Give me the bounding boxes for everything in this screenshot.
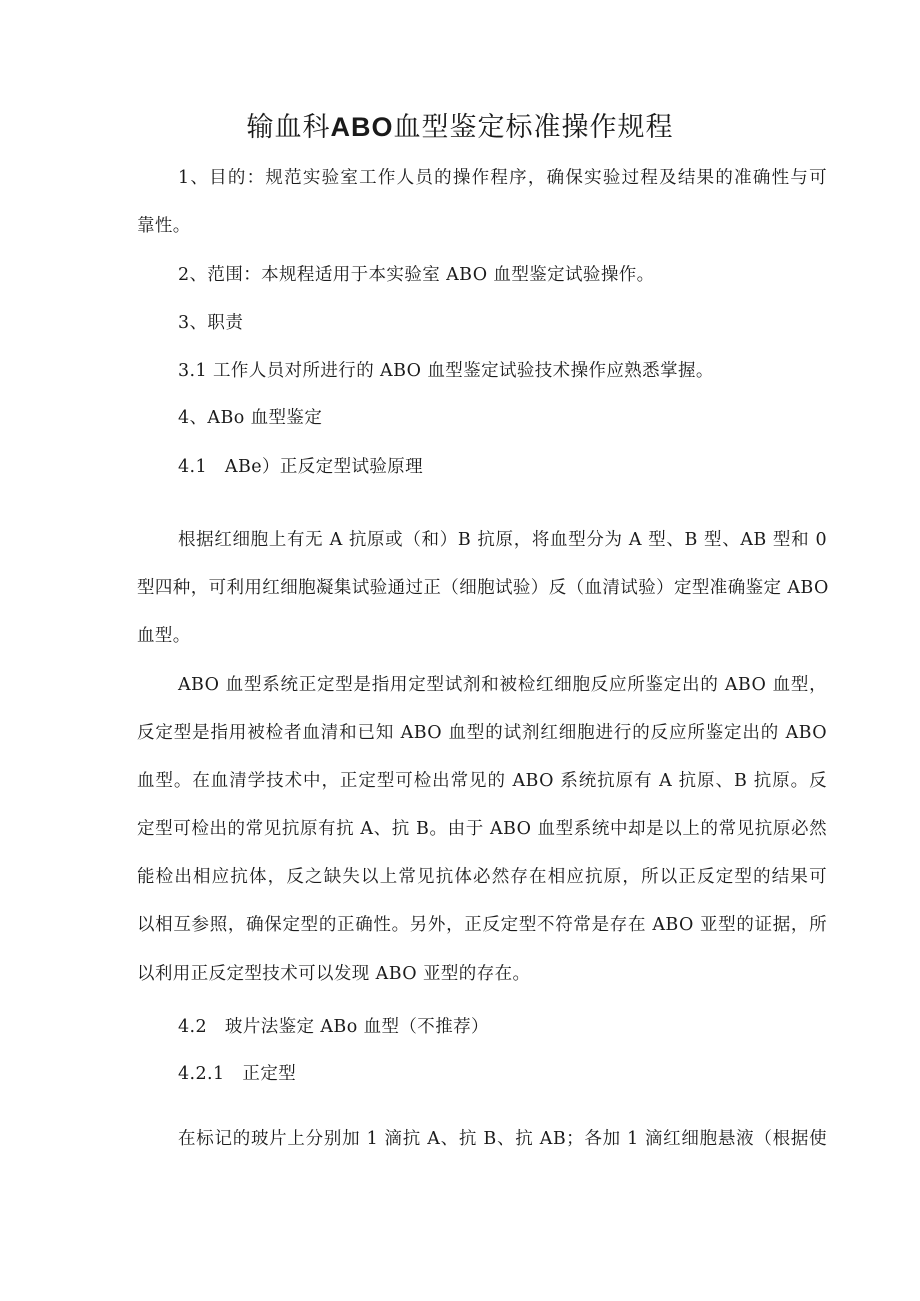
- paragraph-forward-reverse-line-6: 以相互参照，确保定型的正确性。另外，正反定型不符常是存在 ABO 亚型的证据，所: [137, 915, 827, 935]
- title-suffix: 血型鉴定标准操作规程: [393, 112, 674, 143]
- paragraph-principle-line-2: 型四种，可利用红细胞凝集试验通过正（细胞试验）反（血清试验）定型准确鉴定 ABO: [137, 578, 829, 598]
- paragraph-forward-reverse-line-3: 血型。在血清学技术中，正定型可检出常见的 ABO 系统抗原有 A 抗原、B 抗原。反: [137, 771, 827, 791]
- title-prefix: 输血科: [246, 112, 331, 143]
- title-bold: ABO: [330, 112, 394, 142]
- heading-4-1-principle: 4.1 ABe）正反定型试验原理: [178, 457, 424, 477]
- paragraph-forward-reverse-line-4: 定型可检出的常见抗原有抗 A、抗 B。由于 ABO 血型系统中却是以上的常见抗原必然: [137, 819, 827, 839]
- paragraph-scope: 2、范围：本规程适用于本实验室 ABO 血型鉴定试验操作。: [178, 265, 655, 285]
- paragraph-slide-procedure-line-1: 在标记的玻片上分别加 1 滴抗 A、抗 B、抗 AB；各加 1 滴红细胞悬液（根据使: [178, 1129, 827, 1149]
- paragraph-forward-reverse-line-2: 反定型是指用被检者血清和已知 ABO 血型的试剂红细胞进行的反应所鉴定出的 ABO: [137, 723, 827, 743]
- heading-abo-typing: 4、ABo 血型鉴定: [178, 408, 323, 428]
- paragraph-purpose-line-1: 1、目的：规范实验室工作人员的操作程序，确保实验过程及结果的准确性与可: [178, 168, 827, 188]
- paragraph-forward-reverse-line-7: 以利用正反定型技术可以发现 ABO 亚型的存在。: [137, 964, 531, 984]
- paragraph-responsibility-3-1: 3.1 工作人员对所进行的 ABO 血型鉴定试验技术操作应熟悉掌握。: [178, 361, 714, 381]
- paragraph-principle-line-1: 根据红细胞上有无 A 抗原或（和）B 抗原，将血型分为 A 型、B 型、AB 型和 0: [178, 530, 827, 550]
- heading-4-2-1-forward-typing: 4.2.1 正定型: [178, 1064, 297, 1084]
- document-title: [0, 107, 920, 148]
- heading-responsibility: 3、职责: [178, 313, 244, 333]
- paragraph-purpose-line-2: 靠性。: [137, 216, 191, 236]
- paragraph-forward-reverse-line-1: ABO 血型系统正定型是指用定型试剂和被检红细胞反应所鉴定出的 ABO 血型，: [178, 675, 827, 695]
- paragraph-principle-line-3: 血型。: [137, 626, 191, 646]
- paragraph-forward-reverse-line-5: 能检出相应抗体，反之缺失以上常见抗体必然存在相应抗原，所以正反定型的结果可: [137, 867, 827, 887]
- heading-4-2-slide-method: 4.2 玻片法鉴定 ABo 血型（不推荐）: [178, 1017, 489, 1037]
